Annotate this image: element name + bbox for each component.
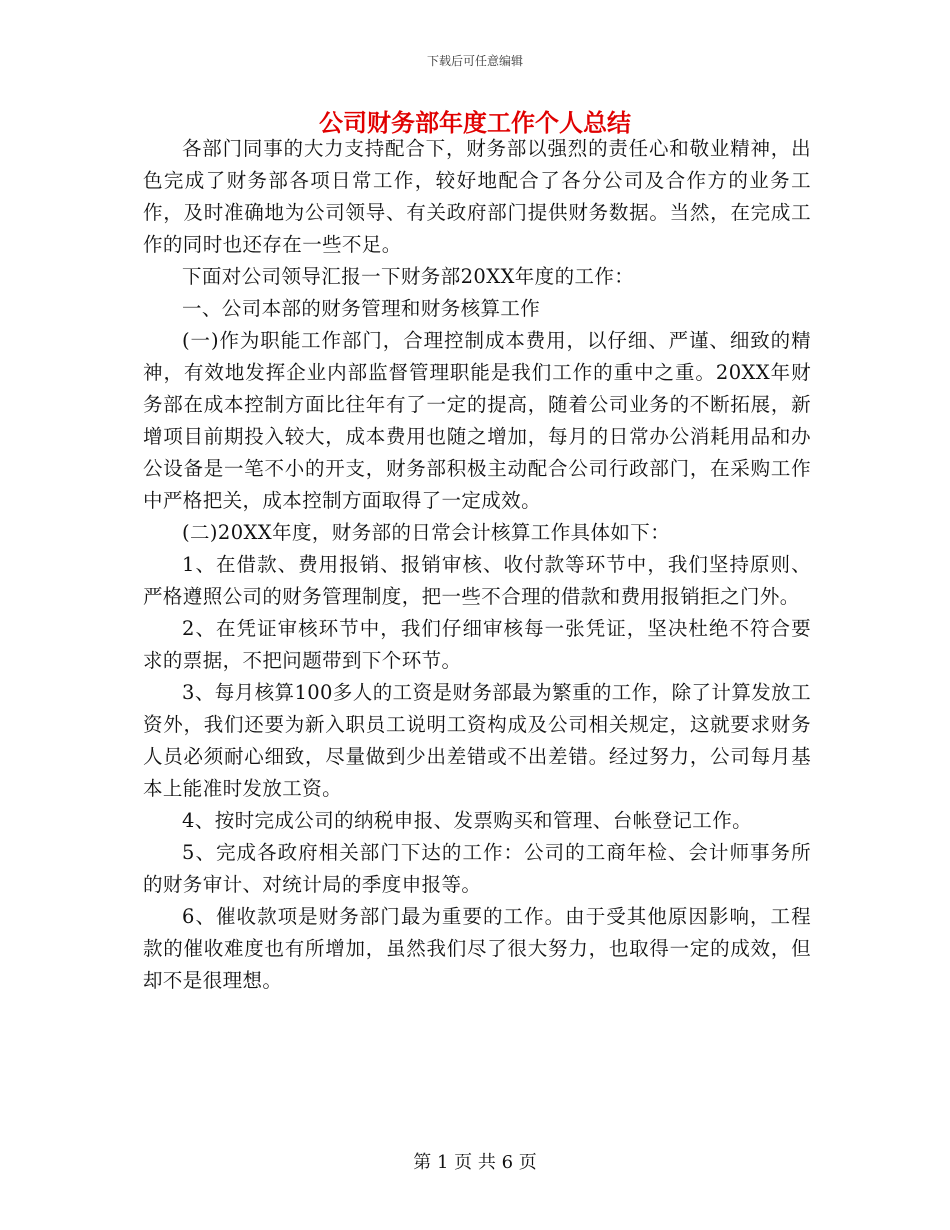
document-body xyxy=(143,133,811,997)
page-footer xyxy=(0,1151,950,1175)
footer-prefix: 第 xyxy=(413,1152,432,1173)
footer-suffix: 页 xyxy=(518,1152,537,1173)
section-heading-1: 一、公司本部的财务管理和财务核算工作 xyxy=(182,297,541,320)
paragraph-cost-control: (一)作为职能工作部门，合理控制成本费用，以仔细、严谨、细致的精神，有效地发挥企业内部监督管理职能是我们工作的重中之重。20XX年财务部在成本控制方面比往年有了一定的提高，随着公司业务的不断拓展，新增项目前期投入较大，成本费用也随之增加，每月的日常办公消耗用品和办公设备是一笔不小的开支，财务部积极主动配合公司行政部门，在采购工作中严格把关，成本控制方面取得了一定成效。 xyxy=(143,329,811,512)
list-item-1: 1、在借款、费用报销、报销审核、收付款等环节中，我们坚持原则、严格遵照公司的财务管理制度，把一些不合理的借款和费用报销拒之门外。 xyxy=(143,553,811,608)
footer-mid: 页 共 xyxy=(454,1152,496,1173)
paragraph-intro: 各部门同事的大力支持配合下，财务部以强烈的责任心和敬业精神，出色完成了财务部各项日常工作，较好地配合了各分公司及合作方的业务工作，及时准确地为公司领导、有关政府部门提供财务数据。当然，在完成工作的同时也还存在一些不足。 xyxy=(143,137,811,256)
list-item-6: 6、催收款项是财务部门最为重要的工作。由于受其他原因影响，工程款的催收难度也有所增加，虽然我们尽了很大努力，也取得一定的成效，但却不是很理想。 xyxy=(143,905,811,992)
document-title: 公司财务部年度工作个人总结 xyxy=(319,108,631,137)
paragraph-report-lead: 下面对公司领导汇报一下财务部20XX年度的工作： xyxy=(182,265,635,288)
list-item-2: 2、在凭证审核环节中，我们仔细审核每一张凭证，坚决杜绝不符合要求的票据，不把问题带到下个环节。 xyxy=(143,617,811,672)
list-item-4: 4、按时完成公司的纳税申报、发票购买和管理、台帐登记工作。 xyxy=(182,809,753,832)
list-item-5: 5、完成各政府相关部门下达的工作：公司的工商年检、会计师事务所的财务审计、对统计局的季度申报等。 xyxy=(143,841,811,896)
paragraph-accounting-lead: (二)20XX年度，财务部的日常会计核算工作具体如下： xyxy=(182,521,671,544)
header-note: 下载后可任意编辑 xyxy=(426,54,523,68)
footer-total-pages: 6 xyxy=(501,1152,514,1173)
footer-current-page: 1 xyxy=(436,1152,449,1173)
list-item-3: 3、每月核算100多人的工资是财务部最为繁重的工作，除了计算发放工资外，我们还要为新入职员工说明工资构成及公司相关规定，这就要求财务人员必须耐心细致，尽量做到少出差错或不出差错。经过努力，公司每月基本上能准时发放工资。 xyxy=(143,681,811,800)
